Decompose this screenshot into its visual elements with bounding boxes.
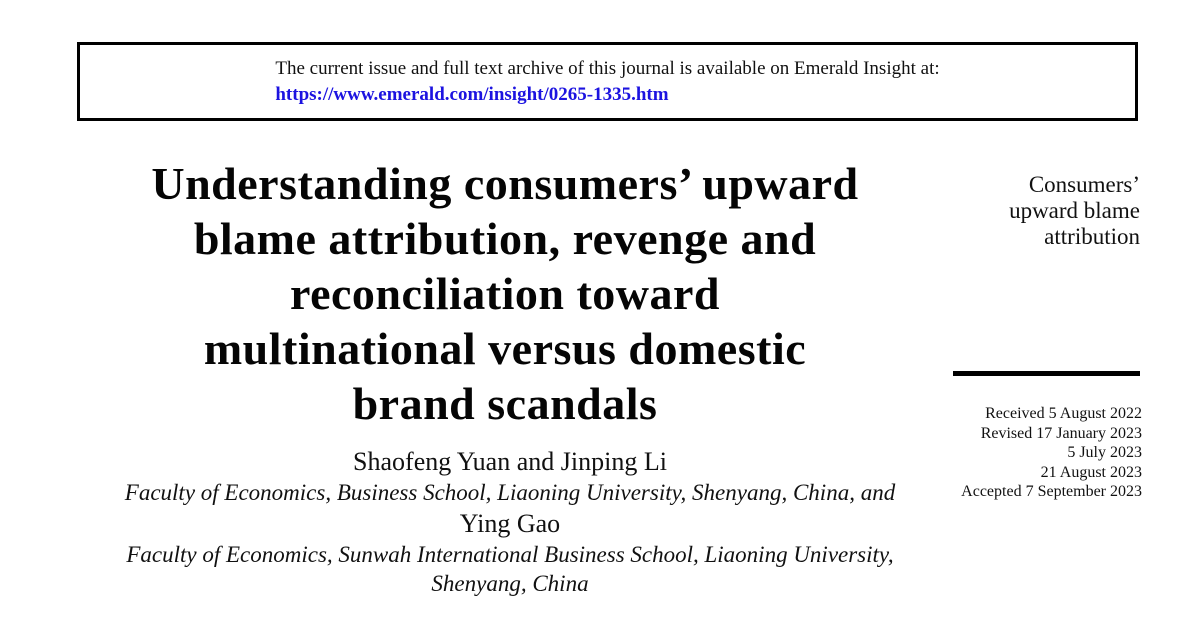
affiliation-primary: Faculty of Economics, Business School, Liaoning University, Shenyang, China, and [124,480,896,505]
byline [70,446,950,598]
archive-notice-box [77,42,1138,121]
article-title-line-4: multinational versus domestic [203,323,807,374]
article-title-line-2: blame attribution, revenge and [193,213,817,264]
running-head-line-1: Consumers’ [1028,172,1140,197]
running-head-line-3: attribution [1044,224,1140,249]
article-title-line-5: brand scandals [352,378,658,429]
history-revised-3: 21 August 2023 [1040,463,1142,481]
archive-notice-text: The current issue and full text archive of this journal is available on Emerald Insight at: [275,58,940,79]
history-revised-2: 5 July 2023 [1067,444,1142,461]
author-name-secondary: Ying Gao [459,509,561,538]
sidebar-rule [953,371,1140,376]
archive-notice [275,56,939,108]
article-title-line-1: Understanding consumers’ upward [151,158,859,209]
history-revised-1: Revised 17 January 2023 [980,424,1142,442]
history-received: Received 5 August 2022 [985,405,1142,422]
article-title [70,156,940,431]
article-history [902,404,1142,502]
article-title-line-3: reconciliation toward [290,268,720,319]
history-accepted: Accepted 7 September 2023 [961,483,1142,500]
running-head [910,172,1140,250]
author-names-primary: Shaofeng Yuan and Jinping Li [353,447,667,476]
affiliation-secondary-line-1: Faculty of Economics, Sunwah International Business School, Liaoning University, [126,542,894,567]
running-head-line-2: upward blame [1009,198,1140,223]
journal-archive-link[interactable]: https://www.emerald.com/insight/0265-1335.htm [275,84,669,105]
affiliation-secondary-line-2: Shenyang, China [431,571,589,596]
